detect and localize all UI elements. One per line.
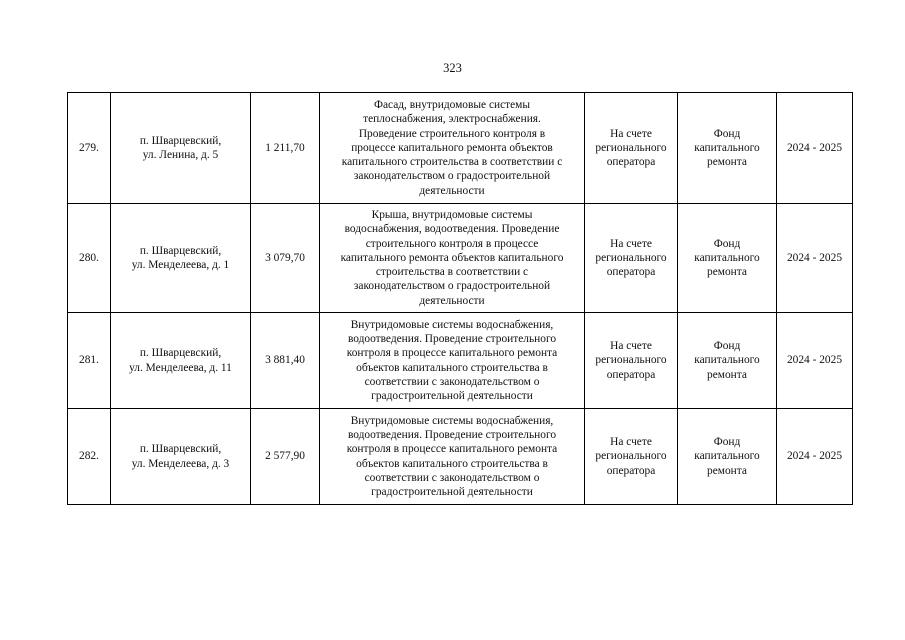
works-line: законодательством о градостроительной	[353, 280, 551, 293]
works-line: градостроительной деятельности	[371, 486, 533, 499]
address-line: ул. Менделеева, д. 3	[131, 457, 230, 470]
works-cell	[320, 313, 585, 409]
works-line: процессе капитального ремонта объектов	[351, 141, 553, 154]
address-line: п. Шварцевский,	[139, 443, 222, 456]
source-line: Фонд	[713, 340, 741, 353]
table-row	[68, 313, 853, 409]
works-line: капитального строительства в соответствии с	[341, 156, 563, 169]
source-line: ремонта	[707, 464, 747, 477]
method-line: На счете	[610, 127, 652, 140]
cost-cell: 3 079,70	[251, 204, 320, 313]
period-cell: 2024 - 2025	[777, 93, 853, 204]
works-line: соответствии с законодательством о	[364, 471, 540, 484]
source-line: капитального	[694, 354, 760, 367]
repair-program-table	[67, 92, 853, 505]
address-cell	[111, 204, 251, 313]
works-cell	[320, 93, 585, 204]
works-line: деятельности	[419, 294, 485, 307]
address-line: п. Шварцевский,	[139, 244, 222, 257]
method-cell	[585, 313, 678, 409]
works-cell	[320, 204, 585, 313]
method-line: На счете	[610, 340, 652, 353]
method-cell	[585, 93, 678, 204]
table-row	[68, 204, 853, 313]
address-line: ул. Менделеева, д. 1	[131, 259, 230, 271]
works-line: водоснабжения, водоотведения. Проведение	[344, 223, 560, 236]
works-line: Проведение строительного контроля в	[358, 127, 546, 140]
works-line: строительства в соответствии с	[375, 266, 529, 279]
source-cell	[678, 409, 777, 505]
works-line: объектов капитального строительства в	[356, 457, 548, 470]
period-cell: 2024 - 2025	[777, 313, 853, 409]
method-line: регионального	[595, 141, 667, 154]
source-line: Фонд	[713, 127, 741, 140]
source-line: капитального	[694, 141, 760, 154]
source-line: ремонта	[707, 368, 747, 381]
address-cell	[111, 313, 251, 409]
source-cell	[678, 93, 777, 204]
period-cell: 2024 - 2025	[777, 204, 853, 313]
works-line: строительного контроля в процессе	[365, 237, 539, 250]
method-cell	[585, 204, 678, 313]
source-cell	[678, 313, 777, 409]
table-row	[68, 409, 853, 505]
method-cell	[585, 409, 678, 505]
address-cell	[111, 93, 251, 204]
method-line: На счете	[610, 237, 652, 250]
source-line: ремонта	[707, 156, 747, 169]
method-line: оператора	[606, 464, 656, 477]
method-line: регионального	[595, 251, 667, 264]
source-line: ремонта	[707, 266, 747, 279]
method-line: оператора	[606, 266, 656, 279]
works-line: теплоснабжения, электроснабжения.	[363, 113, 541, 126]
works-line: капитального ремонта объектов капитального	[340, 251, 564, 264]
works-line: деятельности	[419, 184, 485, 197]
works-line: Крыша, внутридомовые системы	[371, 208, 533, 221]
method-line: На счете	[610, 436, 652, 449]
cost-cell: 1 211,70	[251, 93, 320, 204]
table-row	[68, 93, 853, 204]
method-line: регионального	[595, 354, 667, 367]
address-cell	[111, 409, 251, 505]
method-line: регионального	[595, 450, 667, 463]
source-line: капитального	[694, 450, 760, 463]
works-line: водоотведения. Проведение строительного	[347, 332, 557, 345]
works-line: контроля в процессе капитального ремонта	[346, 443, 558, 456]
source-line: Фонд	[713, 436, 741, 449]
row-number: 279.	[68, 93, 111, 204]
row-number: 282.	[68, 409, 111, 505]
works-line: соответствии с законодательством о	[364, 375, 540, 388]
source-cell	[678, 204, 777, 313]
works-cell	[320, 409, 585, 505]
works-line: Внутридомовые системы водоснабжения,	[350, 414, 554, 427]
address-line: ул. Ленина, д. 5	[142, 149, 219, 161]
cost-cell: 2 577,90	[251, 409, 320, 505]
works-line: объектов капитального строительства в	[356, 361, 548, 374]
works-line: градостроительной деятельности	[371, 390, 533, 403]
address-line: п. Шварцевский,	[139, 347, 222, 360]
address-line: п. Шварцевский,	[139, 134, 222, 147]
works-line: Фасад, внутридомовые системы	[373, 98, 531, 111]
page-number: 323	[443, 61, 462, 75]
row-number: 280.	[68, 204, 111, 313]
method-line: оператора	[606, 156, 656, 169]
source-line: Фонд	[713, 237, 741, 250]
works-line: Внутридомовые системы водоснабжения,	[350, 318, 554, 331]
row-number: 281.	[68, 313, 111, 409]
works-line: законодательством о градостроительной	[353, 170, 551, 183]
method-line: оператора	[606, 368, 656, 381]
period-cell: 2024 - 2025	[777, 409, 853, 505]
works-line: водоотведения. Проведение строительного	[347, 428, 557, 441]
source-line: капитального	[694, 251, 760, 264]
works-line: контроля в процессе капитального ремонта	[346, 347, 558, 360]
address-line: ул. Менделеева, д. 11	[129, 361, 232, 374]
cost-cell: 3 881,40	[251, 313, 320, 409]
